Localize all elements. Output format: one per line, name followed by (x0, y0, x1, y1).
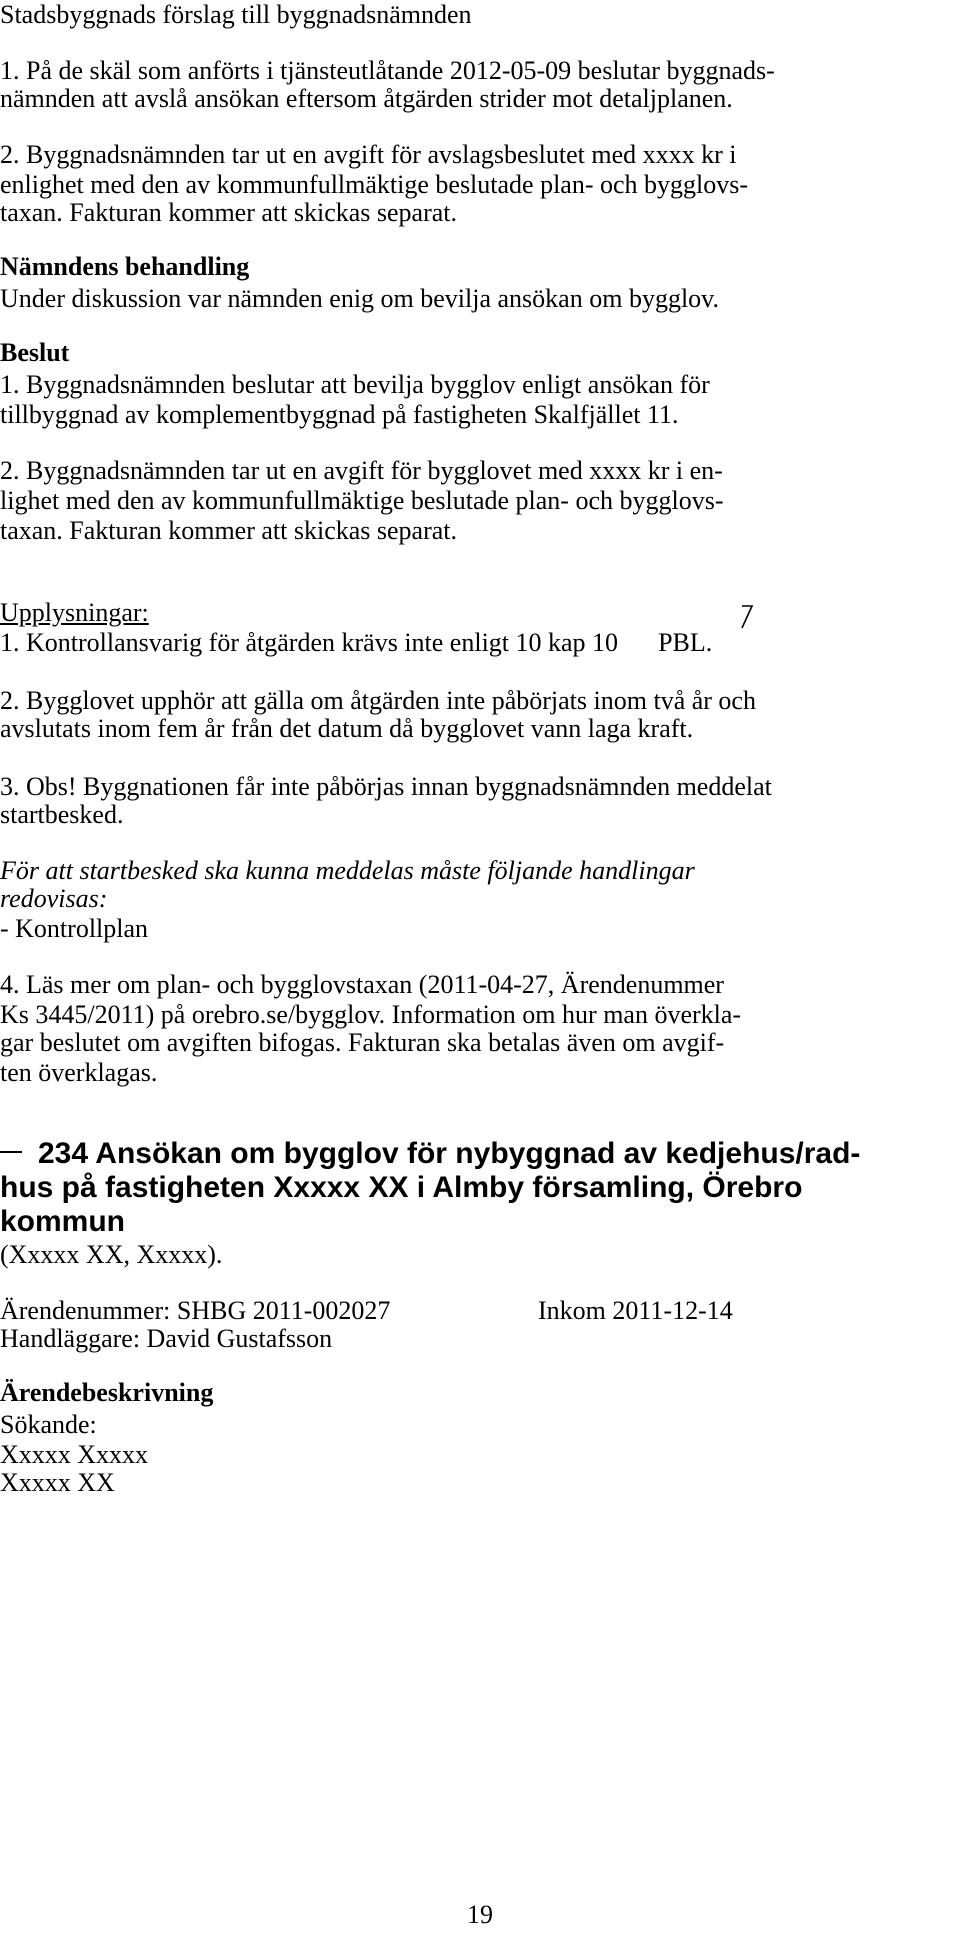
upplysning-1-end: PBL. (658, 628, 713, 657)
upplysning-4-line4: ten överklagas. (0, 1058, 158, 1087)
item-234-title-line3: kommun (0, 1205, 126, 1238)
upplysning-4-line1: 4. Läs mer om plan- och bygglovstaxan (2011-04-27, Ärendenummer (0, 970, 724, 999)
beslut-p1-line1: 1. Byggnadsnämnden beslutar att bevilja bygglov enligt ansökan för (0, 370, 710, 399)
upplysning-1 (0, 628, 712, 658)
startbesked-note-line1: För att startbesked ska kunna meddelas måste följande handlingar (0, 856, 695, 885)
item-234-subtitle: (Xxxxx XX, Xxxxx). (0, 1240, 223, 1269)
upplysning-1-start: 1. Kontrollansvarig för åtgärden krävs inte enligt 10 kap 10 (0, 628, 619, 657)
beslut-p2-line1: 2. Byggnadsnämnden tar ut en avgift för bygglovet med xxxx kr i en- (0, 456, 723, 485)
upplysning-4-line3: gar beslutet om avgiften bifogas. Fakturan ska betalas även om avgif- (0, 1028, 725, 1057)
arendenummer: Ärendenummer: SHBG 2011-002027 (0, 1296, 391, 1325)
upplysning-3-line2: startbesked. (0, 800, 124, 829)
beslut-p2-line2: lighet med den av kommunfullmäktige beslutade plan- och bygglovs- (0, 486, 724, 515)
arendebeskrivning-heading: Ärendebeskrivning (0, 1378, 214, 1407)
proposal-p2-line2: enlighet med den av kommunfullmäktige beslutade plan- och bygglovs- (0, 170, 749, 199)
item-234-title-line1 (0, 1136, 860, 1172)
item-234-title-line2: hus på fastigheten Xxxxx XX i Almby församling, Örebro (0, 1171, 803, 1204)
behandling-text: Under diskussion var nämnden enig om bevilja ansökan om bygglov. (0, 284, 719, 313)
upplysning-3-line1: 3. Obs! Byggnationen får inte påbörjas innan byggnadsnämnden meddelat (0, 772, 772, 801)
handlaggare: Handläggare: David Gustafsson (0, 1324, 333, 1353)
sokande-label: Sökande: (0, 1410, 97, 1439)
sokande-line1: Xxxxx Xxxxx (0, 1440, 149, 1469)
sokande-line2: Xxxxx XX (0, 1468, 115, 1497)
upplysning-4-line2: Ks 3445/2011) på orebro.se/bygglov. Information om hur man överkla- (0, 1000, 742, 1029)
upplysning-2-line1: 2. Bygglovet upphör att gälla om åtgärden inte påbörjats inom två år och (0, 686, 756, 715)
proposal-p1-line1: 1. På de skäl som anförts i tjänsteutlåtande 2012-05-09 beslutar byggnads- (0, 56, 775, 85)
behandling-heading: Nämndens behandling (0, 252, 250, 281)
heading-marker (0, 1151, 22, 1153)
startbesked-note-line2: redovisas: (0, 884, 108, 913)
upplysningar-heading: Upplysningar: (0, 598, 149, 627)
kontrollplan-item: - Kontrollplan (0, 914, 149, 943)
proposal-heading: Stadsbyggnads förslag till byggnadsnämnden (0, 0, 472, 29)
section-mark-icon (740, 604, 754, 630)
proposal-p2-line1: 2. Byggnadsnämnden tar ut en avgift för avslagsbeslutet med xxxx kr i (0, 140, 737, 169)
upplysning-2-line2: avslutats inom fem år från det datum då bygglovet vann laga kraft. (0, 714, 694, 743)
proposal-p1-line2: nämnden att avslå ansökan eftersom åtgärden strider mot detaljplanen. (0, 84, 733, 113)
beslut-p1-line2: tillbyggnad av komplementbyggnad på fastigheten Skalfjället 11. (0, 400, 679, 429)
beslut-p2-line3: taxan. Fakturan kommer att skickas separat. (0, 516, 458, 545)
proposal-p2-line3: taxan. Fakturan kommer att skickas separat. (0, 198, 458, 227)
beslut-heading: Beslut (0, 338, 70, 367)
page-number: 19 (467, 1900, 493, 1929)
item-234-title-text: 234 Ansökan om bygglov för nybyggnad av kedjehus/rad- (38, 1137, 861, 1170)
inkom-date: Inkom 2011-12-14 (538, 1296, 733, 1325)
